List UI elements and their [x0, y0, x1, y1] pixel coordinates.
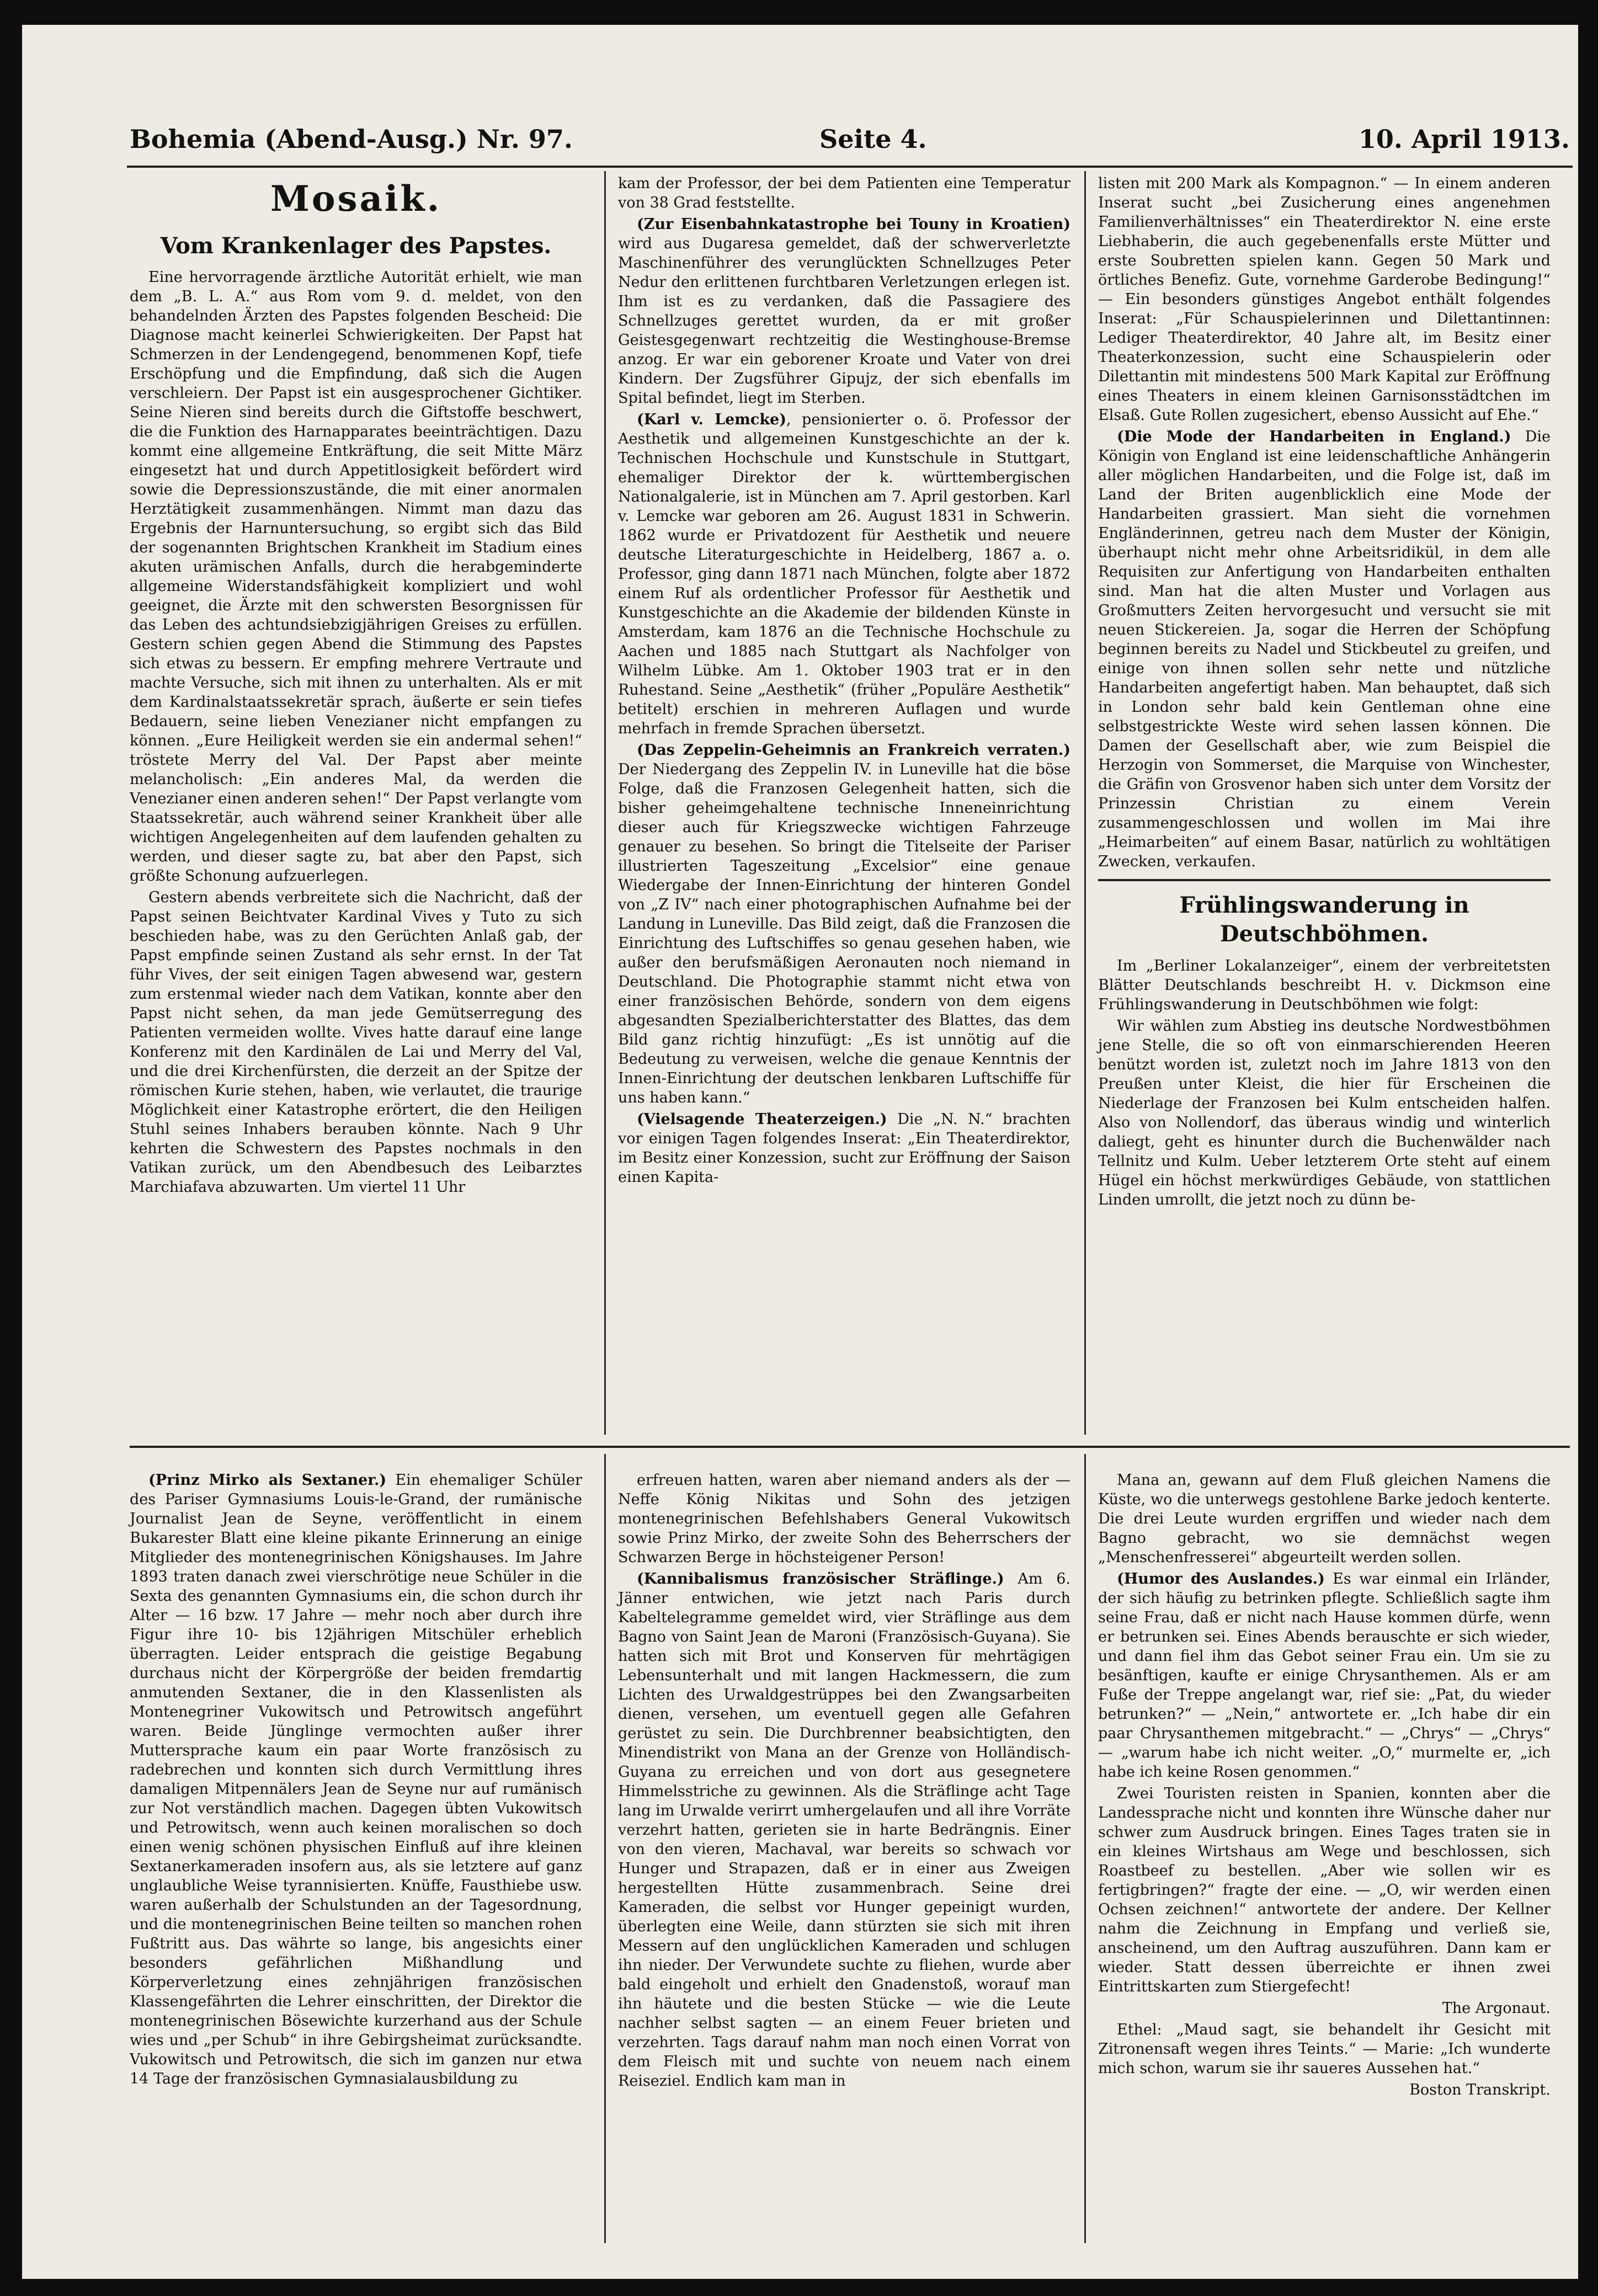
article-title: Vom Krankenlager des Papstes.	[160, 233, 552, 259]
column-rule	[1084, 171, 1086, 1435]
article-text: Am 6. Jänner entwichen, wie jetzt nach Paris durch Kabeltelegramme gemeldet wird, vier Sträflinge aus dem Bagno von Saint Jean de Maroni (Französisch-Guyana). Sie hatten sich mit Brot und Konserven für mehrtägigen Lebensunterhalt und mit langen Hackmessern, die zum Lichten des Urwaldgestrüppes bei den Zwangsarbeiten dienen, versehen, um eventuell gegen alle Gefahren gerüstet zu sein. Die Durchbrenner beabsichtigten, den Minendistrikt von Mana an der Grenze von Holländisch-Guyana zu erreichen und von dort aus gesegnetere Himmelsstriche zu gewinnen. Als die Sträflinge acht Tage lang im Urwalde verirrt umhergelaufen und all ihre Vorräte verzehrt hatten, gerieten sie in harte Bedrängnis. Einer von den vieren, Machaval, war bereits so schwach vor Hunger und Strapazen, daß er in einer aus Zweigen hergestellten Hütte zusammenbrach. Seine drei Kameraden, die selbst vor Hunger gepeinigt wurden, überlegten eine Weile, dann stürzten sie sich mit ihren Messern auf den unglücklichen Kameraden und schlugen ihn nieder. Der Verwundete suchte zu fliehen, wurde aber bald eingeholt und erhielt den Gnadenstoß, worauf man ihn häutete und die besten Stücke — wie die Leute nachher selbst sagten — an einem Feuer brieten und verzehrten. Tags darauf nahm man noch einen Vorrat von dem Fleisch mit und suchte von neuem nach einem Reiseziel. Endlich kam man in	[618, 1570, 1071, 2090]
article-text: Es war einmal ein Irländer, der sich häufig zu betrinken pflegte. Schließlich sagte ihm seine Frau, daß er nicht nach Hause kommen dürfe, wenn er betrunken sei. Eines Abends berauschte er sich wieder, und dann fiel ihm das Gebot seiner Frau ein. Um sie zu besänftigen, kaufte er einige Chrysanthemen. Als er am Fuße der Treppe angelangt war, rief sie: „Pat, du wieder betrunken?“ — „Nein,“ antwortete er. „Ich habe dir ein paar Chrysanthemen mitgebracht.“ — „Chrys“ — „Chrys“ — „warum habe ich nicht weiter. „O,“ murmelte er, „ich habe ich keine Rosen genommen.“	[1098, 1570, 1551, 1781]
article-text: erfreuen hatten, waren aber niemand anders als der — Neffe König Nikitas und Sohn des jetzigen montenegrinischen Befehlshabers General Vukowitsch sowie Prinz Mirko, der zweite Sohn des Beherrschers der Schwarzen Berge in höchsteigener Person!	[618, 1472, 1070, 1566]
article	[618, 215, 1070, 408]
article-lead: (Humor des Auslandes.)	[1117, 1570, 1325, 1588]
paragraph: Gestern abends verbreitete sich die Nachricht, daß der Papst seinen Beichtvater Kardinal Vives y Tuto zu sich beschieden habe, was zu den Gerüchten Anlaß gab, der Papst empfinde seinen Zustand als sehr ernst. In der Tat führ Vives, der seit einigen Tagen abwesend war, gestern zum erstenmal wieder nach dem Vatikan, konnte aber den Papst nicht sehen, da man jede Gemütserregung des Patienten vermeiden wollte. Vives hatte darauf eine lange Konferenz mit den Kardinälen de Lai und Merry del Val, und die drei Kirchenfürsten, die derzeit an der Spitze der römischen Kurie stehen, haben, wie verlautet, die traurige Möglichkeit einer Katastrophe erörtert, die den Heiligen Stuhl seines Inhabers berauben könnte. Nach 9 Uhr kehrten die Schwestern des Papstes nochmals in den Vatikan zurück, um den Abendbesuch des Leibarztes Marchiafava abzuwarten. Um viertel 11 Uhr	[130, 889, 582, 1196]
paragraph: Im „Berliner Lokalanzeiger“, einem der verbreitetsten Blätter Deutschlands beschreibt H. v. Dickmson eine Frühlingswanderung in Deutschböhmen wie folgt:	[1098, 957, 1551, 1013]
article-lead: (Prinz Mirko als Sextaner.)	[148, 1472, 387, 1489]
article-text: Ein ehemaliger Schüler des Pariser Gymnasiums Louis-le-Grand, der rumänische Journalist Jean de Seyne, veröffentlicht in einem Bukarester Blatt eine kleine pikante Erinnerung an einige Mitglieder des montenegrinischen Königshauses. Im Jahre 1893 traten danach zwei vierschrötige neue Schüler in die Sexta des genannten Gymnasiums ein, die schon durch ihr Alter — 16 bzw. 17 Jahre — mehr noch aber durch ihre Figur ihre 10- bis 12jährigen Mitschüler erheblich überragten. Leider entsprach die geistige Begabung durchaus nicht der Körpergröße der beiden fremdartig anmutenden Sextaner, die in den Klassenlisten als Montenegriner Vukowitsch und Petrowitsch angeführt waren. Beide Jünglinge vermochten außer ihrer Muttersprache kaum ein paar Worte französisch zu radebrechen und konnten sich durch Vermittlung ihres damaligen Mitpennälers Jean de Seyne nur auf rumänisch zur Not verständlich machen. Dagegen übten Vukowitsch und Petrowitsch, wenn auch keinen moralischen so doch einen wenig schönen physischen Einfluß auf ihre kleinen Sextanerkameraden insofern aus, als sie letztere auf ganz unglaubliche Weise tyrannisierten. Knüffe, Fausthiebe usw. waren außerhalb der Schulstunden an der Tagesordnung, und die montenegrinischen Beine teilten so manchen rohen Fußtritt aus. Das währte so lange, bis angesichts einer besonders gefährlichen Mißhandlung und Körperverletzung eines zehnjährigen französischen Klassengefährten die Lehrer einschritten, der Direktor die montenegrinischen Bösewichte kurzerhand aus der Schule wies und „per Schub“ in ihre Gebirgsheimat zurücksandte. Vukowitsch und Petrowitsch, die sich im ganzen nur etwa 14 Tage der französischen Gymnasialausbildung zu	[130, 1472, 582, 2087]
paragraph: Wir wählen zum Abstieg ins deutsche Nordwestböhmen jene Stelle, die so oft von einmarschierenden Heeren benützt worden ist, zuletzt noch im Jahre 1813 von den Preußen unter Kleist, die hier für Erscheinen die Niederlage der Franzosen bei Kulm entscheiden halfen. Also von Nollendorf, das überaus windig und winterlich daliegt, geht es hinunter durch die Buchenwälder nach Tellnitz und Kulm. Ueber letzterem Orte steht auf einem Hügel ein höchst merkwürdiges Gebäude, von stattlichen Linden umrollt, die jetzt noch zu dünn be-	[1098, 1018, 1551, 1208]
masthead-rule	[127, 166, 1573, 168]
column-1	[130, 174, 582, 1199]
article	[618, 741, 1070, 1107]
section-title: Mosaik.	[270, 178, 441, 220]
masthead-center: Seite 4.	[819, 124, 927, 154]
article-text: wird aus Dugaresa gemeldet, daß der schwerverletzte Maschinenführer des verunglückten Schnellzuges Peter Nedur den erlittenen furchtbaren Verletzungen erlegen ist. Ihm ist es zu verdanken, daß die Passagiere des Schnellzuges gerettet wurden, da er mit großer Geistesgegenwart rechtzeitig die Westinghouse-Bremse anzog. Er war ein geborener Kroate und Vater von drei Kindern. Der Zugsführer Gipujz, der sich ebenfalls im Spital befindet, liegt im Sterben.	[618, 235, 1070, 407]
paragraph: Eine hervorragende ärztliche Autorität erhielt, wie man dem „B. L. A.“ aus Rom vom 9. d. meldet, von den behandelnden Ärzten des Papstes folgenden Bescheid: Die Diagnose macht keinerlei Schwierigkeiten. Der Papst hat Schmerzen in der Lendengegend, benommenen Kopf, tiefe Erschöpfung und die Empfindung, daß sich die Augen verschleiern. Der Papst ist ein ausgesprochener Gichtiker. Seine Nieren sind bereits durch die Giftstoffe beschwert, die die Funktion des Harnapparates beeinträchtigen. Dazu kommt eine allgemeine Entkräftung, die seit Mitte März eingesetzt hat und durch Appetitlosigkeit befördert wird sowie die Depressionszustände, die mit einer anormalen Herztätigkeit zusammenhängen. Nimmt man dazu das Ergebnis der Harnuntersuchung, so ergibt sich das Bild der sogenannten Brightschen Krankheit im Stadium eines akuten urämischen Anfalls, durch die herabgeminderte allgemeine Widerstandsfähigkeit kompliziert und wohl geeignet, die Ärzte mit den schwersten Besorgnissen für das Leben des achtundsiebzigjährigen Greises zu erfüllen. Gestern schien gegen Abend die Stimmung des Papstes sich etwas zu bessern. Er empfing mehrere Vertraute und machte Versuche, sich mit ihnen zu unterhalten. Als er mit dem Kardinalstaatssekretär sprach, äußerte er sein tiefes Bedauern, seine lieben Venezianer nicht empfangen zu können. „Eure Heiligkeit werden sie ein andermal sehen!“ tröstete Merry del Val. Der Papst aber meinte melancholisch: „Ein anderes Mal, da werden die Venezianer einen anderen sehen!“ Der Papst verlangte vom Staatssekretär, auch während seiner Krankheit über alle wichtigen Angelegenheiten auf dem laufenden gehalten zu werden, und dieser sagte zu, bat aber den Papst, sich größte Schonung aufzuerlegen.	[130, 269, 582, 885]
article	[618, 1569, 1070, 2091]
horizontal-rule	[130, 1446, 1570, 1448]
article-lead: (Die Mode der Handarbeiten in England.)	[1117, 428, 1511, 445]
paragraph: kam der Professor, der bei dem Patienten eine Temperatur von 38 Grad feststellte.	[618, 175, 1070, 211]
article	[1098, 427, 1551, 871]
credit: The Argonaut.	[1442, 2000, 1551, 2017]
article-text: Die Königin von England ist eine leidenschaftliche Anhängerin aller möglichen Handarbeiten, und die Folge ist, daß im Land der Briten augenblicklich eine Mode der Handarbeiten grassiert. Man sieht die vornehmen Engländerinnen, getreu nach dem Muster der Königin, überhaupt nicht mehr ohne Arbeitsridikül, in dem alle Requisiten zur Anfertigung von Handarbeiten enthalten sind. Man hat die alten Muster und Vorlagen aus Großmutters Zeiten hervorgesucht und versucht sie mit neuen Stickereien. Ja, sogar die Herren der Schöpfung beginnen bereits zu Nadel und Stickbeutel zu greifen, und einige von ihnen sollen sehr nette und nützliche Handarbeiten angefertigt haben. Man behauptet, daß sich in London sehr bald kein Gentleman ohne eine selbstgestrickte Weste wird sehen lassen können. Die Damen der Gesellschaft aber, wie zum Beispiel die Herzogin von Sommerset, die Marquise von Winchester, die Gräfin von Grosvenor haben sich unter dem Vorsitz der Prinzessin Christian zu einem Verein zusammengeschlossen und wollen im Mai ihre „Heimarbeiten“ auf einem Basar, natürlich zu wohltätigen Zwecken, verkaufen.	[1098, 428, 1551, 870]
bottom-column-1	[130, 1471, 582, 2091]
paragraph: listen mit 200 Mark als Kompagnon.“ — In einem anderen Inserat sucht „bei Zusicherung eines angenehmen Familienverhältnisses“ ein Theaterdirektor N. eine erste Liebhaberin, die auch gegebenenfalls erste Mütter und erste Soubretten spielen kann. Gegen 50 Mark und örtliches Benefiz. Gute, vornehme Garderobe Bedingung!“ — Ein besonders günstiges Angebot enthält folgendes Inserat: „Für Schauspielerinnen und Dilettantinnen: Lediger Theaterdirektor, 40 Jahre alt, im Besitz einer Theaterkonzession, sucht eine Schauspielerin oder Dilettantin mit mindestens 500 Mark Kapital zur Eröffnung eines Theaters in einem kleinen Garnisonsstädtchen im Elsaß. Gute Rollen zugesichert, ebenso Aussicht auf Ehe.“	[1098, 175, 1551, 424]
bottom-column-2	[618, 1471, 1070, 2093]
article-text: Zwei Touristen reisten in Spanien, konnten aber die Landessprache nicht und konnten ihre Wünsche daher nur schwer zum Ausdruck bringen. Eines Tages traten sie in ein kleines Wirtshaus am Wege und beschlossen, sich Roastbeef zu bestellen. „Aber wie sollen wir es fertigbringen?“ fragte der eine. — „O, wir werden einen Ochsen zeichnen!“ antwortete der andere. Der Kellner nahm die Zeichnung in Empfang und verließ sie, anscheinend, um den Auftrag auszuführen. Dann kam er wieder. Statt dessen überreichte er ihnen zwei Eintrittskarten zum Stiergefecht!	[1098, 1785, 1551, 1995]
article-text: , pensionierter o. ö. Professor der Aesthetik und allgemeinen Kunstgeschichte an der k. Technischen Hochschule und Kunstschule in Stuttgart, ehemaliger Direktor der k. württembergischen Nationalgalerie, ist in München am 7. April gestorben. Karl v. Lemcke war geboren am 26. August 1831 in Schwerin. 1862 wurde er Privatdozent für Aesthetik und neuere deutsche Literaturgeschichte in Heidelberg, 1867 a. o. Professor, ging dann 1871 nach München, folgte aber 1872 einem Ruf als ordentlicher Professor für Aesthetik und Kunstgeschichte an die Akademie der bildenden Künste in Amsterdam, kam 1876 an die Technische Hochschule zu Aachen und 1885 nach Stuttgart als Nachfolger von Wilhelm Lübke. Am 1. Oktober 1903 trat er in den Ruhestand. Seine „Aesthetik“ (früher „Populäre Aesthetik“ betitelt) erschien in mehreren Auflagen und wurde mehrfach in fremde Sprachen übersetzt.	[618, 411, 1070, 737]
article	[618, 410, 1070, 738]
article-lead: (Vielsagende Theaterzeigen.)	[637, 1111, 887, 1128]
section-title: Frühlingswanderung in Deutschböhmen.	[1179, 892, 1469, 947]
newspaper-page	[22, 25, 1578, 2279]
article	[1098, 1569, 1551, 1782]
column-rule	[1084, 1454, 1086, 2243]
article-lead: (Kannibalismus französischer Sträflinge.)	[637, 1570, 1004, 1588]
column-3	[1098, 174, 1551, 1212]
masthead-right: 10. April 1913.	[1358, 124, 1570, 154]
article	[1098, 2020, 1551, 2078]
article-text: Die „N. N.“ brachten vor einigen Tagen folgendes Inserat: „Ein Theaterdirektor, im Besitz einer Konzession, sucht zur Eröffnung der Saison einen Kapita-	[618, 1111, 1070, 1186]
article	[1098, 1471, 1551, 1567]
article-lead: (Zur Eisenbahnkatastrophe bei Touny in Kroatien)	[637, 216, 1070, 233]
article	[618, 1471, 1070, 1567]
credit: Boston Transkript.	[1409, 2081, 1551, 2098]
article-lead: (Das Zeppelin-Geheimnis an Frankreich verraten.)	[637, 742, 1070, 759]
column-rule	[604, 1454, 606, 2243]
article	[618, 1110, 1070, 1187]
section-rule	[1098, 879, 1551, 881]
article	[130, 1471, 582, 2089]
column-2	[618, 174, 1070, 1189]
column-rule	[604, 171, 606, 1435]
bottom-column-3	[1098, 1471, 1551, 2102]
masthead-left: Bohemia (Abend-Ausg.) Nr. 97.	[130, 124, 573, 154]
article-text: Ethel: „Maud sagt, sie behandelt ihr Gesicht mit Zitronensaft wegen ihres Teints.“ — Marie: „Ich wunderte mich schon, warum sie ihr saueres Aussehen hat.“	[1098, 2021, 1551, 2077]
masthead	[130, 108, 1570, 163]
article-lead: (Karl v. Lemcke)	[637, 411, 786, 428]
article-text: Mana an, gewann auf dem Fluß gleichen Namens die Küste, wo die unterwegs gestohlene Barke jedoch kenterte. Die drei Leute wurden ergriffen und wieder nach dem Bagno gebracht, wo sie demnächst wegen „Menschenfresserei“ abgeurteilt werden sollen.	[1098, 1472, 1551, 1566]
article	[1098, 1784, 1551, 1996]
article-text: Der Niedergang des Zeppelin IV. in Luneville hat die böse Folge, daß die Franzosen Gelegenheit hatten, sich die bisher geheimgehaltene technische Inneneinrichtung dieser auch für Kriegszwecke wichtigen Fahrzeuge genauer zu besehen. So bringt die Titelseite der Pariser illustrierten Tageszeitung „Excelsior“ eine genaue Wiedergabe der Innen-Einrichtung der hinteren Gondel von „Z IV“ nach einer photographischen Aufnahme bei der Landung in Luneville. Das Bild zeigt, daß die Franzosen die Einrichtung des Luftschiffes so genau gesehen haben, wie außer den berufsmäßigen Aeronauten noch niemand in Deutschland. Die Photographie stammt nicht etwa von einer französischen Behörde, sondern von dem eigens abgesandten Spezialberichterstatter des Blattes, das dem Bild ganz richtig hinzufügt: „Es ist unnötig auf die Bedeutung zu verweisen, welche die genaue Kenntnis der Innen-Einrichtung der deutschen lenkbaren Luftschiffe für uns haben kann.“	[618, 761, 1070, 1106]
